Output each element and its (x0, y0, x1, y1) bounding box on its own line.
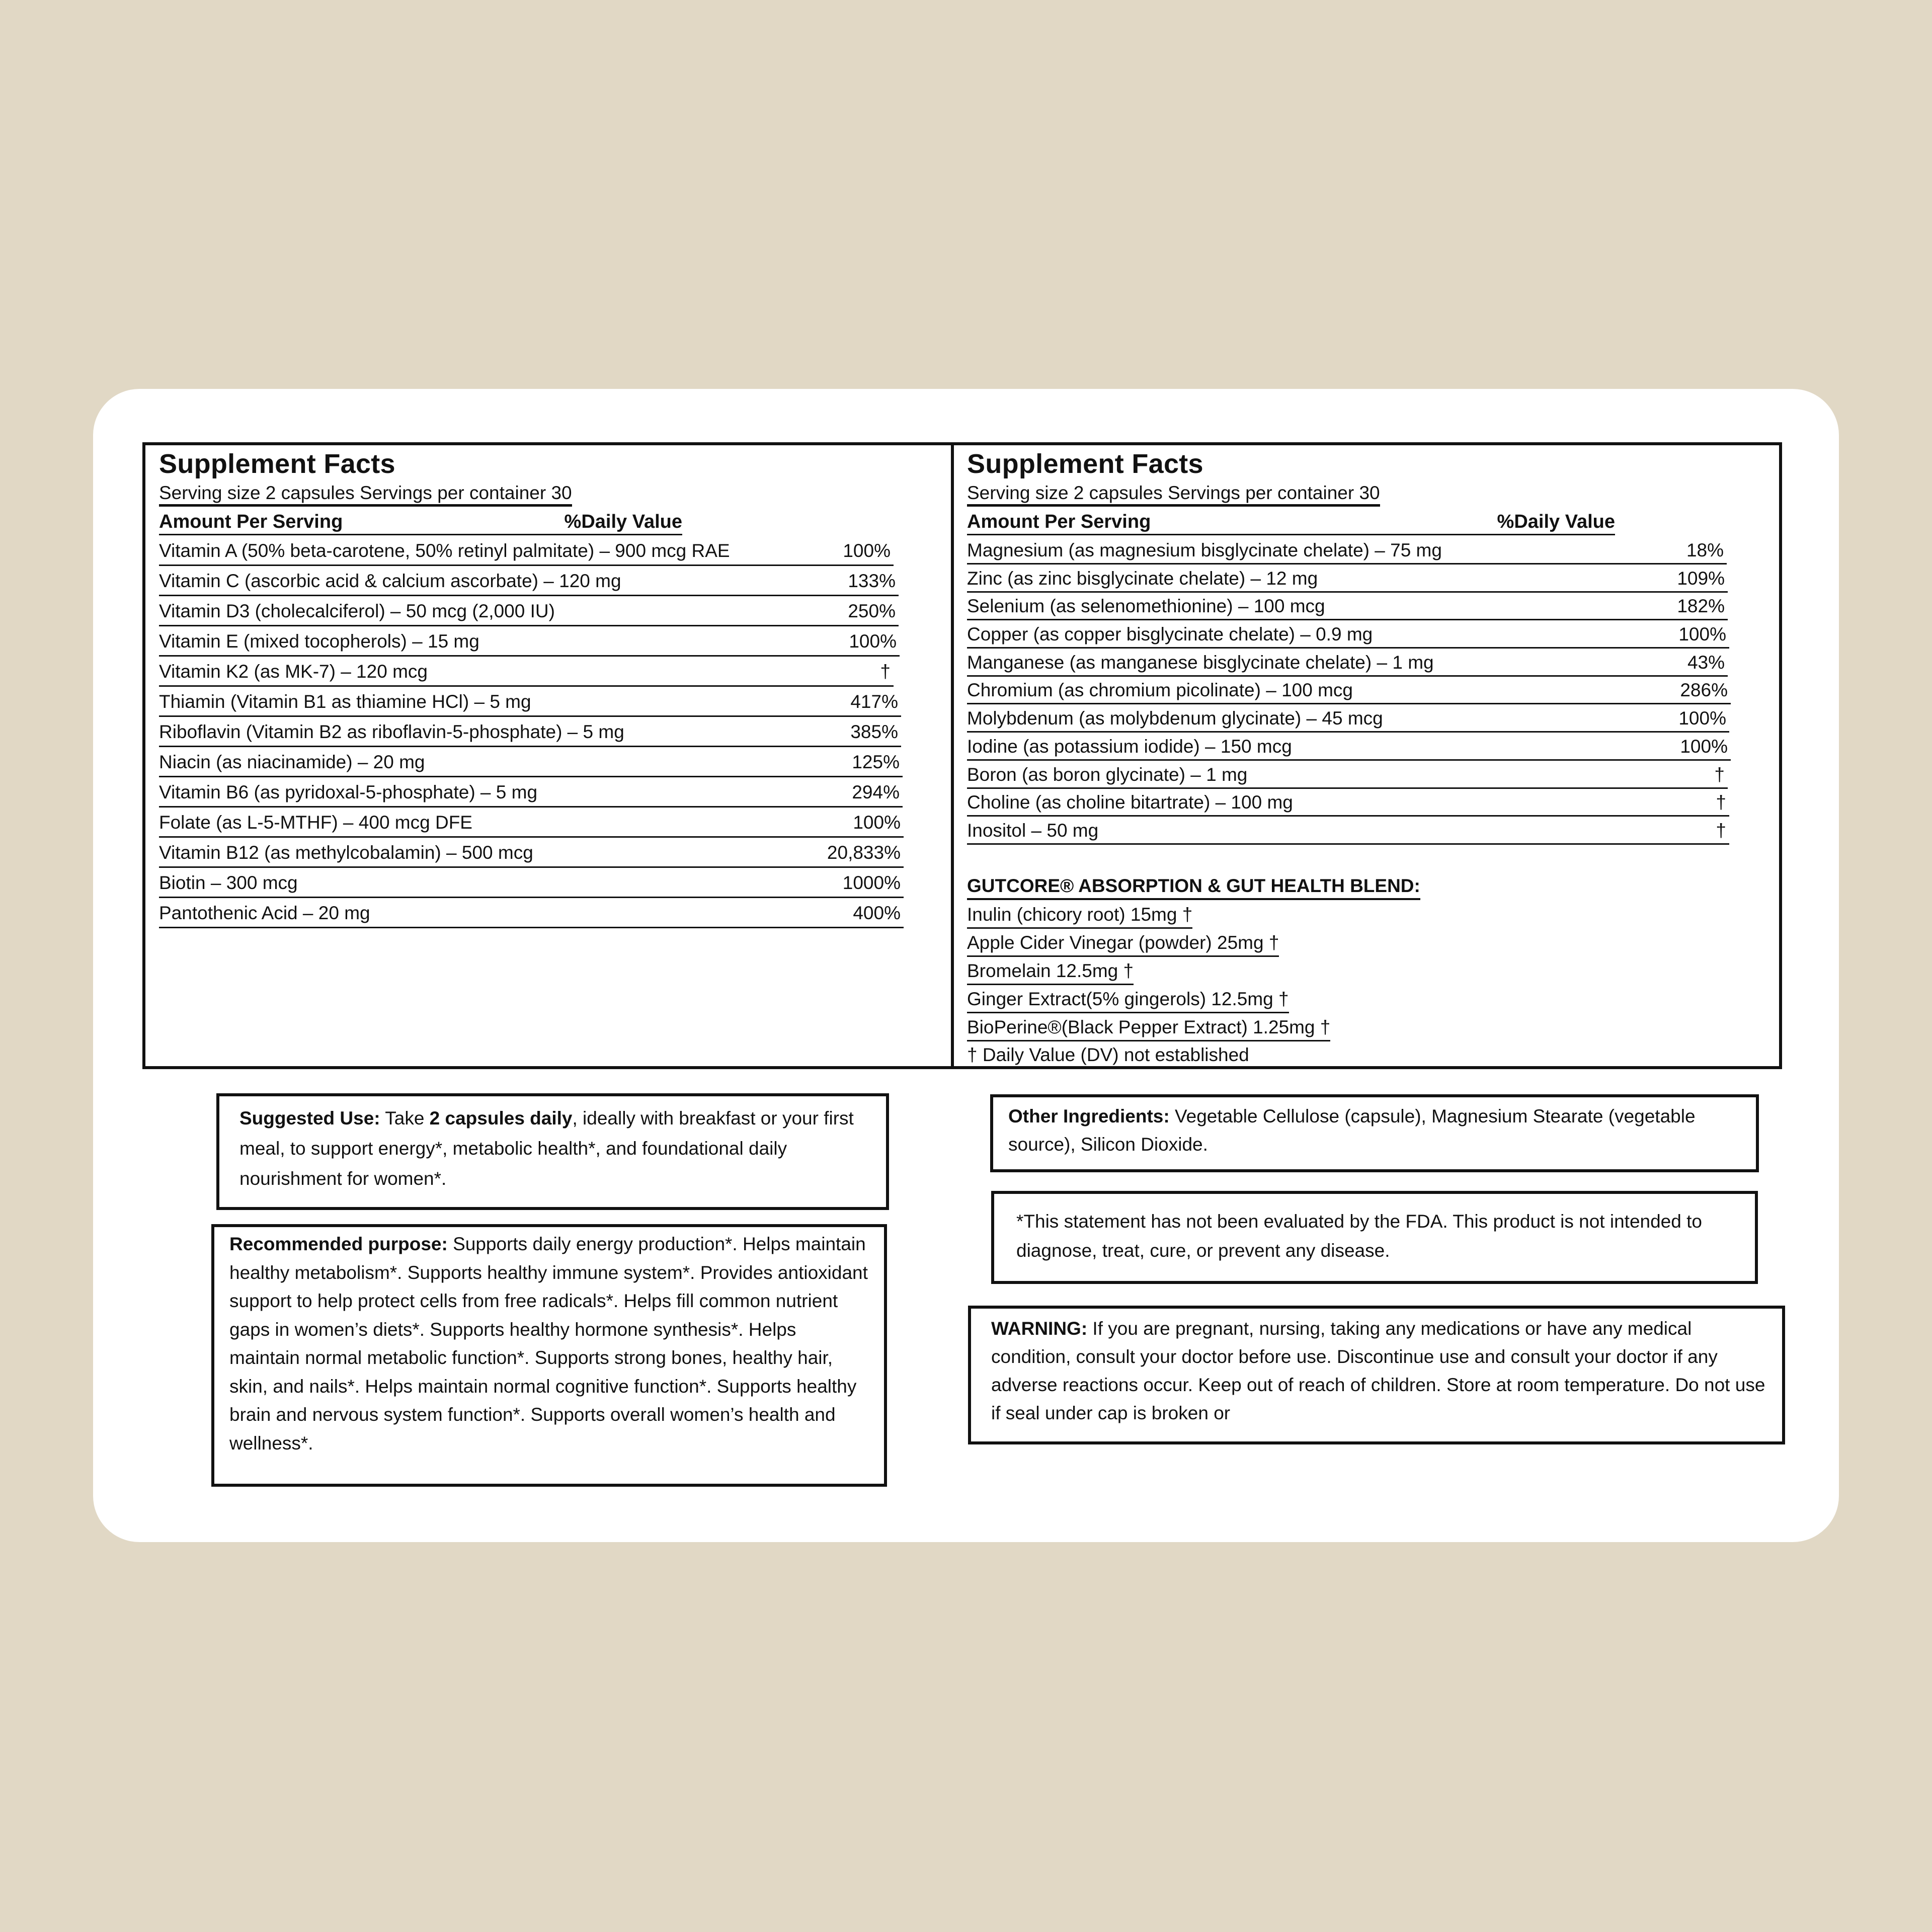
nutrient-row (159, 537, 894, 566)
nutrient-dv: 294% (852, 782, 900, 802)
nutrient-name: Boron (as boron glycinate) – 1 mg (967, 764, 1248, 785)
nutrient-name: Niacin (as niacinamide) – 20 mg (159, 752, 425, 772)
nutrient-dv: 109% (1677, 568, 1725, 589)
nutrient-row (967, 818, 1729, 845)
nutrient-row (159, 869, 904, 898)
nutrient-dv: 100% (853, 812, 901, 833)
other-ingredients-text: Vegetable Cellulose (capsule), Magnesium Stearate (vegetable source), Silicon Dioxide. (1008, 1106, 1696, 1155)
suggested-use-pre: Take (380, 1108, 430, 1129)
amount-header: Amount Per Serving (967, 511, 1151, 532)
nutrient-name: Manganese (as manganese bisglycinate chelate) – 1 mg (967, 652, 1434, 673)
nutrient-name: Vitamin B12 (as methylcobalamin) – 500 mcg (159, 842, 533, 863)
panel-title: Supplement Facts (159, 449, 395, 479)
warning-text: If you are pregnant, nursing, taking any medications or have any medical condition, consult your doctor before use. Discontinue use and consult your doctor if any adverse reactions occur. Keep out of reach of children. Store at room temperature. Do not use if seal under cap is broken or (991, 1318, 1765, 1423)
nutrient-name: Chromium (as chromium picolinate) – 100 mcg (967, 680, 1353, 701)
nutrient-name: Biotin – 300 mcg (159, 872, 298, 893)
nutrient-list (159, 537, 899, 928)
nutrient-dv: 182% (1677, 596, 1725, 617)
nutrient-row (967, 537, 1727, 565)
nutrient-dv: 20,833% (827, 842, 901, 863)
column-divider (951, 442, 954, 1069)
nutrient-row (159, 779, 903, 808)
warning-label: WARNING: (991, 1318, 1088, 1339)
fda-disclaimer-text: *This statement has not been evaluated by the FDA. This product is not intended to diagnose, treat, cure, or prevent any disease. (1016, 1211, 1702, 1261)
nutrient-dv: 133% (848, 571, 896, 591)
nutrient-row (967, 705, 1729, 733)
suggested-use-box (216, 1093, 889, 1210)
other-ingredients-box (990, 1094, 1759, 1172)
nutrient-row (967, 677, 1731, 704)
nutrient-row (159, 658, 894, 687)
nutrient-row (967, 650, 1728, 677)
nutrient-dv: † (880, 661, 891, 682)
nutrient-dv: 43% (1687, 652, 1725, 673)
nutrient-dv: 125% (852, 752, 900, 772)
nutrient-dv: 417% (850, 691, 898, 712)
nutrient-dv: 100% (1678, 708, 1726, 729)
nutrient-dv: 400% (853, 903, 901, 923)
nutrient-row (967, 789, 1729, 817)
blend-item: BioPerine®(Black Pepper Extract) 1.25mg † (967, 1015, 1330, 1041)
nutrient-dv: † (1714, 764, 1725, 785)
serving-info: Serving size 2 capsules Servings per container 30 (159, 482, 572, 507)
nutrient-row (967, 593, 1728, 620)
nutrient-dv: 100% (849, 631, 897, 652)
suggested-use-dose: 2 capsules daily (429, 1108, 573, 1129)
nutrient-row (967, 762, 1728, 789)
dv-header: %Daily Value (564, 511, 682, 532)
nutrient-row (159, 749, 903, 777)
nutrient-row (159, 900, 904, 928)
nutrient-name: Vitamin C (ascorbic acid & calcium ascorbate) – 120 mg (159, 571, 621, 591)
nutrient-dv: 385% (850, 721, 898, 742)
nutrient-list (967, 537, 1737, 845)
nutrient-name: Molybdenum (as molybdenum glycinate) – 45 mcg (967, 708, 1383, 729)
nutrient-row (159, 568, 899, 596)
nutrient-name: Riboflavin (Vitamin B2 as riboflavin-5-phosphate) – 5 mg (159, 721, 624, 742)
nutrient-row (159, 718, 901, 747)
nutrient-name: Inositol – 50 mg (967, 820, 1099, 841)
blend-list (967, 902, 1737, 1069)
nutrient-row (159, 688, 901, 717)
nutrient-name: Folate (as L-5-MTHF) – 400 mcg DFE (159, 812, 472, 833)
blend-item: Ginger Extract(5% gingerols) 12.5mg † (967, 987, 1289, 1013)
nutrient-name: Copper (as copper bisglycinate chelate) – 0.9 mg (967, 624, 1373, 645)
nutrient-row (159, 628, 900, 657)
nutrient-name: Selenium (as selenomethionine) – 100 mcg (967, 596, 1325, 617)
nutrient-name: Choline (as choline bitartrate) – 100 mg (967, 792, 1293, 813)
nutrient-dv: 1000% (842, 872, 901, 893)
nutrient-row (159, 839, 904, 868)
nutrient-name: Zinc (as zinc bisglycinate chelate) – 12 mg (967, 568, 1318, 589)
nutrient-dv: † (1716, 792, 1726, 813)
nutrient-row (967, 734, 1731, 761)
nutrient-dv: 286% (1680, 680, 1728, 701)
blend-item: Bromelain 12.5mg † (967, 958, 1134, 985)
nutrient-name: Vitamin A (50% beta-carotene, 50% retinyl palmitate) – 900 mcg RAE (159, 540, 730, 561)
nutrient-dv: † (1716, 820, 1726, 841)
nutrient-name: Iodine (as potassium iodide) – 150 mcg (967, 736, 1292, 757)
recommended-purpose-box (211, 1224, 887, 1487)
nutrient-dv: 250% (848, 601, 896, 621)
suggested-use-label: Suggested Use: (239, 1108, 380, 1129)
nutrient-name: Vitamin K2 (as MK-7) – 120 mcg (159, 661, 428, 682)
amount-header-row (967, 510, 1615, 535)
nutrient-name: Vitamin B6 (as pyridoxal-5-phosphate) – 5 mg (159, 782, 538, 802)
nutrient-name: Vitamin D3 (cholecalciferol) – 50 mcg (2,000 IU) (159, 601, 555, 621)
nutrient-name: Magnesium (as magnesium bisglycinate chelate) – 75 mg (967, 540, 1442, 560)
nutrient-name: Pantothenic Acid – 20 mg (159, 903, 370, 923)
serving-info: Serving size 2 capsules Servings per container 30 (967, 482, 1380, 507)
dv-header: %Daily Value (1497, 511, 1615, 532)
recommended-purpose-label: Recommended purpose: (229, 1234, 448, 1254)
amount-header-row (159, 510, 682, 535)
nutrient-row (159, 598, 899, 626)
dv-footnote: † Daily Value (DV) not established (967, 1043, 1249, 1069)
amount-header: Amount Per Serving (159, 511, 343, 532)
blend-item: Inulin (chicory root) 15mg † (967, 902, 1192, 929)
supplement-facts-minerals (967, 446, 1737, 1069)
nutrient-row (967, 566, 1728, 593)
nutrient-dv: 18% (1686, 540, 1724, 560)
recommended-purpose-text: Supports daily energy production*. Helps maintain healthy metabolism*. Supports healthy immune system*. Provides antioxidant support to help protect cells from free radicals*. Helps fill common nutrient gaps in women’s diets*. Supports healthy hormone synthesis*. Helps maintain normal metabolic function*. Supports strong bones, healthy hair, skin, and nails*. Helps maintain normal cognitive function*. Supports healthy brain and nervous system function*. Supports overall women’s health and wellness*. (229, 1234, 868, 1454)
blend-item: Apple Cider Vinegar (powder) 25mg † (967, 930, 1279, 957)
panel-title: Supplement Facts (967, 449, 1203, 479)
supplement-facts-vitamins (159, 446, 899, 930)
nutrient-name: Thiamin (Vitamin B1 as thiamine HCl) – 5 mg (159, 691, 531, 712)
nutrient-row (967, 621, 1729, 649)
nutrient-dv: 100% (1678, 624, 1726, 645)
fda-disclaimer-box (991, 1191, 1758, 1284)
nutrient-dv: 100% (843, 540, 891, 561)
warning-box (968, 1306, 1785, 1444)
other-ingredients-label: Other Ingredients: (1008, 1106, 1170, 1126)
nutrient-name: Vitamin E (mixed tocopherols) – 15 mg (159, 631, 479, 652)
nutrient-row (159, 809, 904, 838)
nutrient-dv: 100% (1680, 736, 1728, 757)
suggested-use-text: , ideally with breakfast or your first meal, to support energy*, metabolic health*, and foundational daily nourishment for women*. (239, 1108, 854, 1189)
blend-title: GUTCORE® ABSORPTION & GUT HEALTH BLEND: (967, 874, 1420, 900)
